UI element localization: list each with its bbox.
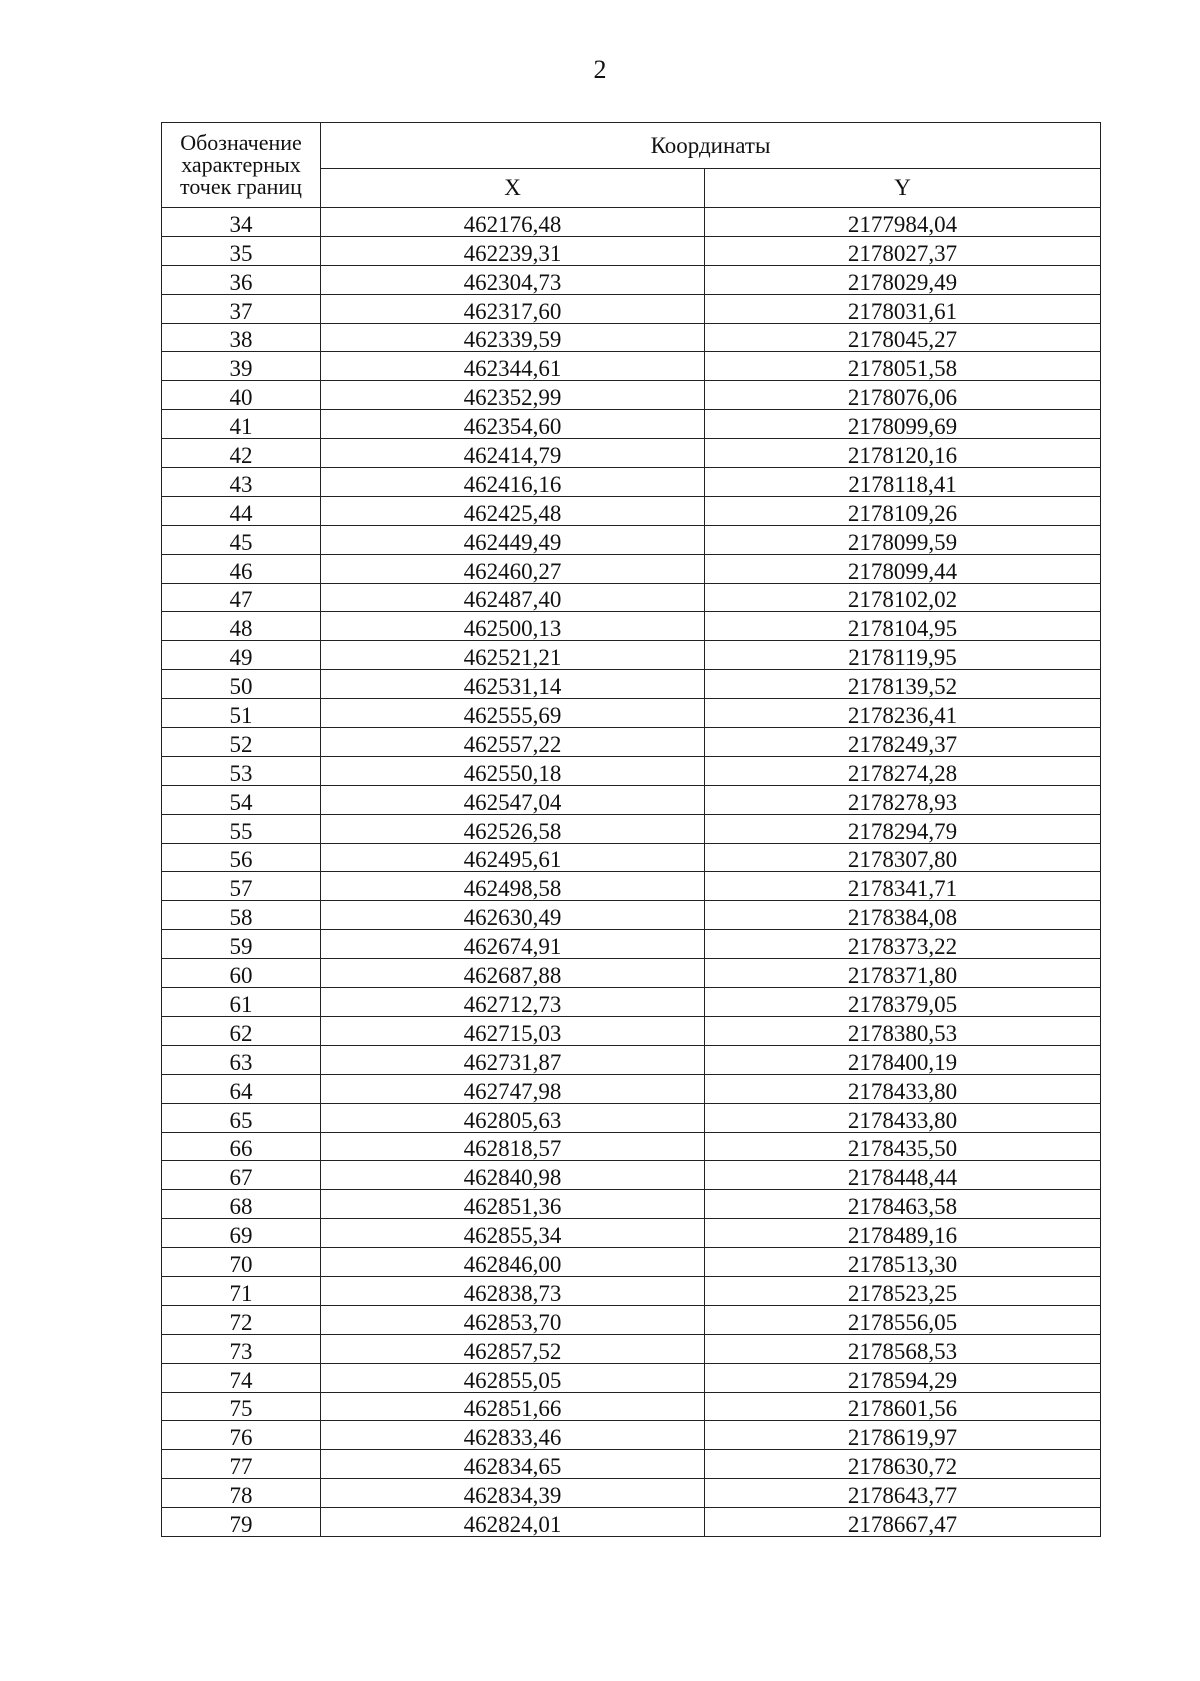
y-coordinate-cell: 2178099,59 bbox=[705, 525, 1101, 554]
x-coordinate-cell: 462344,61 bbox=[321, 352, 705, 381]
x-coordinate-cell: 462855,34 bbox=[321, 1219, 705, 1248]
y-coordinate-cell: 2178051,58 bbox=[705, 352, 1101, 381]
y-coordinate-cell: 2178027,37 bbox=[705, 236, 1101, 265]
x-coordinate-cell: 462855,05 bbox=[321, 1363, 705, 1392]
table-row bbox=[162, 381, 1101, 410]
table-row bbox=[162, 208, 1101, 237]
y-coordinate-cell: 2178236,41 bbox=[705, 699, 1101, 728]
point-cell: 50 bbox=[162, 670, 321, 699]
y-coordinate-cell: 2178556,05 bbox=[705, 1305, 1101, 1334]
y-coordinate-cell: 2178045,27 bbox=[705, 323, 1101, 352]
point-cell: 49 bbox=[162, 641, 321, 670]
y-coordinate-cell: 2178619,97 bbox=[705, 1421, 1101, 1450]
point-cell: 57 bbox=[162, 872, 321, 901]
table-row bbox=[162, 988, 1101, 1017]
x-coordinate-cell: 462818,57 bbox=[321, 1132, 705, 1161]
x-coordinate-cell: 462416,16 bbox=[321, 468, 705, 497]
y-coordinate-cell: 2178433,80 bbox=[705, 1103, 1101, 1132]
table-row bbox=[162, 1016, 1101, 1045]
point-cell: 67 bbox=[162, 1161, 321, 1190]
table-row bbox=[162, 352, 1101, 381]
table-header bbox=[162, 123, 1101, 208]
point-cell: 42 bbox=[162, 439, 321, 468]
y-coordinate-cell: 2178099,44 bbox=[705, 554, 1101, 583]
y-coordinate-cell: 2178102,02 bbox=[705, 583, 1101, 612]
point-cell: 77 bbox=[162, 1450, 321, 1479]
x-coordinate-cell: 462526,58 bbox=[321, 814, 705, 843]
x-coordinate-cell: 462833,46 bbox=[321, 1421, 705, 1450]
table-row bbox=[162, 872, 1101, 901]
x-coordinate-cell: 462715,03 bbox=[321, 1016, 705, 1045]
x-coordinate-cell: 462521,21 bbox=[321, 641, 705, 670]
y-coordinate-cell: 2178294,79 bbox=[705, 814, 1101, 843]
point-cell: 65 bbox=[162, 1103, 321, 1132]
x-coordinate-cell: 462487,40 bbox=[321, 583, 705, 612]
x-coordinate-cell: 462824,01 bbox=[321, 1508, 705, 1537]
y-coordinate-cell: 2178307,80 bbox=[705, 843, 1101, 872]
point-cell: 43 bbox=[162, 468, 321, 497]
y-coordinate-cell: 2178119,95 bbox=[705, 641, 1101, 670]
table-row bbox=[162, 439, 1101, 468]
x-coordinate-cell: 462687,88 bbox=[321, 959, 705, 988]
point-cell: 79 bbox=[162, 1508, 321, 1537]
x-coordinate-cell: 462846,00 bbox=[321, 1248, 705, 1277]
table-row bbox=[162, 496, 1101, 525]
x-coordinate-cell: 462834,39 bbox=[321, 1479, 705, 1508]
y-coordinate-cell: 2177984,04 bbox=[705, 208, 1101, 237]
y-coordinate-cell: 2178513,30 bbox=[705, 1248, 1101, 1277]
table-row bbox=[162, 1392, 1101, 1421]
y-coordinate-cell: 2178249,37 bbox=[705, 728, 1101, 757]
table-row bbox=[162, 323, 1101, 352]
header-row-main bbox=[162, 123, 1101, 169]
y-coordinate-cell: 2178139,52 bbox=[705, 670, 1101, 699]
x-coordinate-cell: 462425,48 bbox=[321, 496, 705, 525]
table-row bbox=[162, 1421, 1101, 1450]
point-cell: 75 bbox=[162, 1392, 321, 1421]
point-cell: 74 bbox=[162, 1363, 321, 1392]
point-cell: 41 bbox=[162, 410, 321, 439]
point-cell: 62 bbox=[162, 1016, 321, 1045]
point-cell: 72 bbox=[162, 1305, 321, 1334]
x-coordinate-cell: 462834,65 bbox=[321, 1450, 705, 1479]
table-row bbox=[162, 728, 1101, 757]
x-coordinate-cell: 462352,99 bbox=[321, 381, 705, 410]
table-row bbox=[162, 265, 1101, 294]
x-coordinate-cell: 462449,49 bbox=[321, 525, 705, 554]
point-cell: 76 bbox=[162, 1421, 321, 1450]
x-coordinate-cell: 462531,14 bbox=[321, 670, 705, 699]
table-row bbox=[162, 1508, 1101, 1537]
point-cell: 56 bbox=[162, 843, 321, 872]
table-body bbox=[162, 208, 1101, 1537]
x-coordinate-cell: 462712,73 bbox=[321, 988, 705, 1017]
y-coordinate-cell: 2178400,19 bbox=[705, 1045, 1101, 1074]
table-row bbox=[162, 1276, 1101, 1305]
x-coordinate-cell: 462555,69 bbox=[321, 699, 705, 728]
y-coordinate-cell: 2178448,44 bbox=[705, 1161, 1101, 1190]
table-row bbox=[162, 785, 1101, 814]
table-row bbox=[162, 1479, 1101, 1508]
table-row bbox=[162, 699, 1101, 728]
point-cell: 71 bbox=[162, 1276, 321, 1305]
point-cell: 66 bbox=[162, 1132, 321, 1161]
table-row bbox=[162, 641, 1101, 670]
x-coordinate-cell: 462731,87 bbox=[321, 1045, 705, 1074]
x-coordinate-cell: 462838,73 bbox=[321, 1276, 705, 1305]
table-row bbox=[162, 1132, 1101, 1161]
point-cell: 52 bbox=[162, 728, 321, 757]
point-cell: 40 bbox=[162, 381, 321, 410]
table-row bbox=[162, 814, 1101, 843]
y-coordinate-cell: 2178031,61 bbox=[705, 294, 1101, 323]
table-row bbox=[162, 670, 1101, 699]
x-coordinate-cell: 462557,22 bbox=[321, 728, 705, 757]
y-coordinate-cell: 2178523,25 bbox=[705, 1276, 1101, 1305]
y-coordinate-cell: 2178099,69 bbox=[705, 410, 1101, 439]
table-row bbox=[162, 236, 1101, 265]
table-row bbox=[162, 1450, 1101, 1479]
point-cell: 59 bbox=[162, 930, 321, 959]
x-coordinate-cell: 462630,49 bbox=[321, 901, 705, 930]
x-coordinate-cell: 462500,13 bbox=[321, 612, 705, 641]
x-coordinate-cell: 462317,60 bbox=[321, 294, 705, 323]
table-row bbox=[162, 468, 1101, 497]
table-row bbox=[162, 1074, 1101, 1103]
point-cell: 51 bbox=[162, 699, 321, 728]
y-coordinate-cell: 2178630,72 bbox=[705, 1450, 1101, 1479]
header-designation: Обозначение характерных точек границ bbox=[162, 123, 321, 208]
y-coordinate-cell: 2178435,50 bbox=[705, 1132, 1101, 1161]
table-row bbox=[162, 1305, 1101, 1334]
table-row bbox=[162, 1045, 1101, 1074]
x-coordinate-cell: 462747,98 bbox=[321, 1074, 705, 1103]
x-coordinate-cell: 462354,60 bbox=[321, 410, 705, 439]
table-row bbox=[162, 1363, 1101, 1392]
table-row bbox=[162, 1103, 1101, 1132]
x-coordinate-cell: 462550,18 bbox=[321, 756, 705, 785]
y-coordinate-cell: 2178029,49 bbox=[705, 265, 1101, 294]
table-row bbox=[162, 612, 1101, 641]
point-cell: 34 bbox=[162, 208, 321, 237]
table-row bbox=[162, 901, 1101, 930]
x-coordinate-cell: 462805,63 bbox=[321, 1103, 705, 1132]
point-cell: 47 bbox=[162, 583, 321, 612]
point-cell: 70 bbox=[162, 1248, 321, 1277]
page-number: 2 bbox=[593, 55, 607, 84]
point-cell: 55 bbox=[162, 814, 321, 843]
table-row bbox=[162, 1248, 1101, 1277]
y-coordinate-cell: 2178373,22 bbox=[705, 930, 1101, 959]
table-row bbox=[162, 583, 1101, 612]
point-cell: 36 bbox=[162, 265, 321, 294]
point-cell: 60 bbox=[162, 959, 321, 988]
y-coordinate-cell: 2178384,08 bbox=[705, 901, 1101, 930]
table-row bbox=[162, 554, 1101, 583]
x-coordinate-cell: 462239,31 bbox=[321, 236, 705, 265]
point-cell: 58 bbox=[162, 901, 321, 930]
y-coordinate-cell: 2178109,26 bbox=[705, 496, 1101, 525]
point-cell: 44 bbox=[162, 496, 321, 525]
table-row bbox=[162, 959, 1101, 988]
point-cell: 69 bbox=[162, 1219, 321, 1248]
y-coordinate-cell: 2178341,71 bbox=[705, 872, 1101, 901]
point-cell: 68 bbox=[162, 1190, 321, 1219]
point-cell: 39 bbox=[162, 352, 321, 381]
table-row bbox=[162, 525, 1101, 554]
table-row bbox=[162, 930, 1101, 959]
coordinates-table bbox=[161, 122, 1101, 1537]
point-cell: 53 bbox=[162, 756, 321, 785]
y-coordinate-cell: 2178120,16 bbox=[705, 439, 1101, 468]
x-coordinate-cell: 462547,04 bbox=[321, 785, 705, 814]
table-row bbox=[162, 410, 1101, 439]
table-row bbox=[162, 843, 1101, 872]
x-coordinate-cell: 462851,36 bbox=[321, 1190, 705, 1219]
point-cell: 45 bbox=[162, 525, 321, 554]
x-coordinate-cell: 462495,61 bbox=[321, 843, 705, 872]
header-coordinates: Координаты bbox=[321, 123, 1101, 169]
point-cell: 78 bbox=[162, 1479, 321, 1508]
point-cell: 37 bbox=[162, 294, 321, 323]
x-coordinate-cell: 462840,98 bbox=[321, 1161, 705, 1190]
point-cell: 63 bbox=[162, 1045, 321, 1074]
table-row bbox=[162, 756, 1101, 785]
point-cell: 61 bbox=[162, 988, 321, 1017]
point-cell: 48 bbox=[162, 612, 321, 641]
x-coordinate-cell: 462674,91 bbox=[321, 930, 705, 959]
point-cell: 38 bbox=[162, 323, 321, 352]
table-row bbox=[162, 294, 1101, 323]
y-coordinate-cell: 2178380,53 bbox=[705, 1016, 1101, 1045]
y-coordinate-cell: 2178433,80 bbox=[705, 1074, 1101, 1103]
y-coordinate-cell: 2178594,29 bbox=[705, 1363, 1101, 1392]
x-coordinate-cell: 462853,70 bbox=[321, 1305, 705, 1334]
y-coordinate-cell: 2178568,53 bbox=[705, 1334, 1101, 1363]
x-coordinate-cell: 462304,73 bbox=[321, 265, 705, 294]
header-x: X bbox=[321, 168, 705, 207]
x-coordinate-cell: 462176,48 bbox=[321, 208, 705, 237]
point-cell: 35 bbox=[162, 236, 321, 265]
x-coordinate-cell: 462339,59 bbox=[321, 323, 705, 352]
table-row bbox=[162, 1161, 1101, 1190]
y-coordinate-cell: 2178463,58 bbox=[705, 1190, 1101, 1219]
point-cell: 46 bbox=[162, 554, 321, 583]
table-row bbox=[162, 1334, 1101, 1363]
x-coordinate-cell: 462460,27 bbox=[321, 554, 705, 583]
y-coordinate-cell: 2178489,16 bbox=[705, 1219, 1101, 1248]
point-cell: 73 bbox=[162, 1334, 321, 1363]
point-cell: 64 bbox=[162, 1074, 321, 1103]
y-coordinate-cell: 2178667,47 bbox=[705, 1508, 1101, 1537]
x-coordinate-cell: 462414,79 bbox=[321, 439, 705, 468]
x-coordinate-cell: 462857,52 bbox=[321, 1334, 705, 1363]
header-y: Y bbox=[705, 168, 1101, 207]
table-row bbox=[162, 1219, 1101, 1248]
y-coordinate-cell: 2178643,77 bbox=[705, 1479, 1101, 1508]
y-coordinate-cell: 2178076,06 bbox=[705, 381, 1101, 410]
y-coordinate-cell: 2178104,95 bbox=[705, 612, 1101, 641]
point-cell: 54 bbox=[162, 785, 321, 814]
y-coordinate-cell: 2178379,05 bbox=[705, 988, 1101, 1017]
x-coordinate-cell: 462498,58 bbox=[321, 872, 705, 901]
y-coordinate-cell: 2178274,28 bbox=[705, 756, 1101, 785]
table-row bbox=[162, 1190, 1101, 1219]
y-coordinate-cell: 2178118,41 bbox=[705, 468, 1101, 497]
y-coordinate-cell: 2178371,80 bbox=[705, 959, 1101, 988]
y-coordinate-cell: 2178278,93 bbox=[705, 785, 1101, 814]
y-coordinate-cell: 2178601,56 bbox=[705, 1392, 1101, 1421]
x-coordinate-cell: 462851,66 bbox=[321, 1392, 705, 1421]
